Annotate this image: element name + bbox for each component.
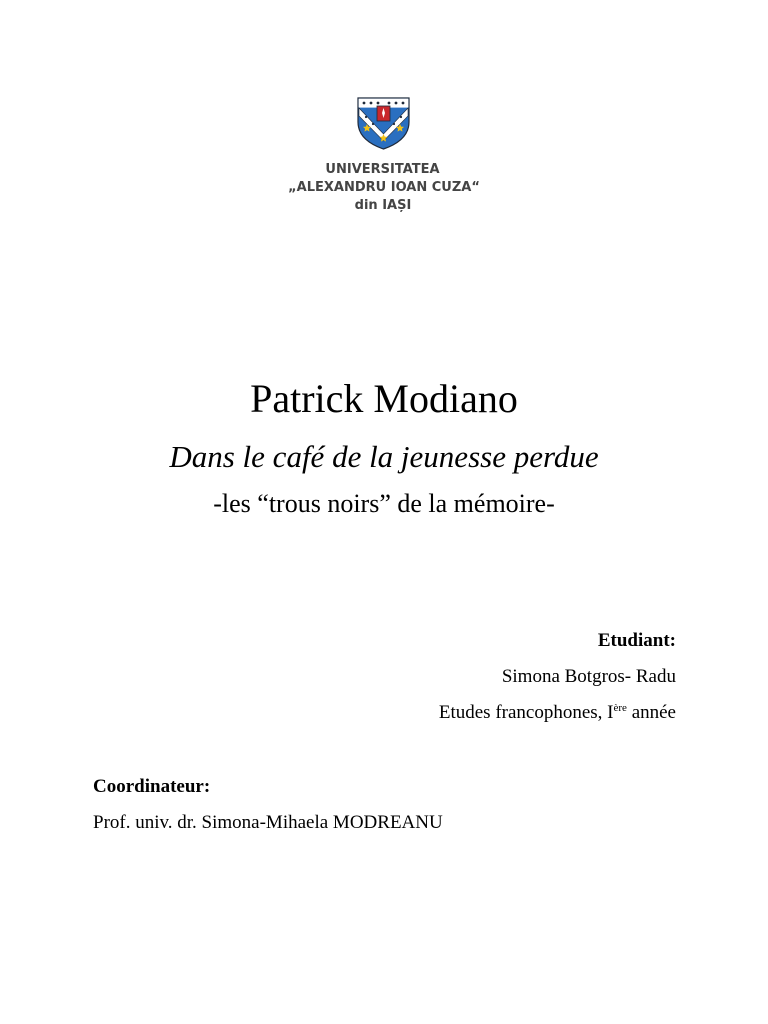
student-program-prefix: Etudes francophones, I	[438, 702, 614, 723]
student-program	[439, 695, 676, 731]
student-program-ordinal: ère	[613, 702, 627, 714]
university-line-2: „ALEXANDRU IOAN CUZA“	[288, 180, 480, 195]
student-program-suffix: année	[626, 702, 676, 723]
student-label: Etudiant:	[597, 630, 676, 651]
document-title: Patrick Modiano	[250, 376, 518, 421]
university-line-3: din IAȘI	[354, 198, 412, 213]
coordinator-label: Coordinateur:	[93, 776, 211, 797]
coordinator-name: Prof. univ. dr. Simona-Mihaela MODREANU	[93, 812, 443, 833]
university-line-1: UNIVERSITATEA	[325, 162, 440, 177]
student-name: Simona Botgros- Radu	[501, 666, 676, 687]
document-tagline: -les “trous noirs” de la mémoire-	[213, 489, 555, 518]
document-subtitle: Dans le café de la jeunesse perdue	[169, 439, 599, 474]
university-crest-icon	[354, 94, 413, 150]
student-info	[439, 623, 676, 731]
coordinator-info	[93, 769, 443, 841]
university-name	[0, 161, 768, 215]
